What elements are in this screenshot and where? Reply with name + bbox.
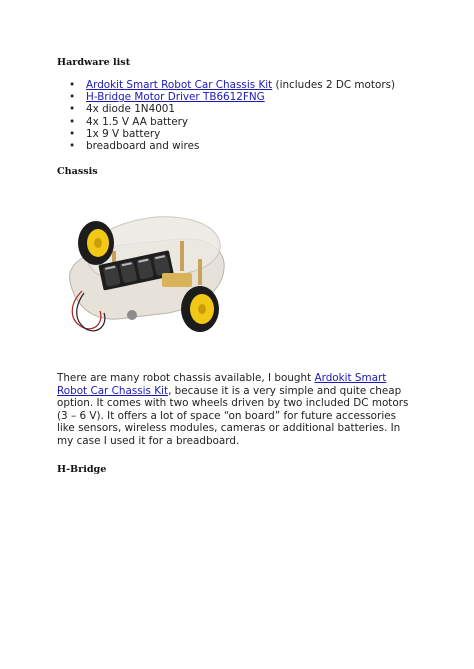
list-item-text: 1x 9 V battery: [86, 127, 161, 140]
robot-car-chassis-photo: [60, 203, 230, 343]
motor-driver-link[interactable]: H-Bridge Motor Driver TB6612FNG: [86, 91, 265, 104]
right-wheel: [181, 286, 219, 332]
hardware-list-heading: Hardware list: [57, 57, 131, 68]
bullet: •: [69, 79, 76, 91]
bullet: •: [69, 91, 76, 104]
list-item: [57, 128, 417, 140]
list-item-text: breadboard and wires: [86, 140, 200, 153]
chassis-paragraph: [57, 372, 415, 448]
left-wheel: [78, 221, 114, 265]
chassis-heading: Chassis: [57, 166, 98, 177]
list-item-text: 4x diode 1N4001: [86, 103, 176, 116]
bullet: •: [69, 127, 76, 140]
chassis-kit-inline-link[interactable]: Ardokit Smart Robot Car Chassis Kit: [57, 372, 387, 397]
list-item: [57, 103, 417, 115]
h-bridge-heading: H-Bridge: [57, 464, 107, 475]
list-item: [57, 140, 417, 152]
hardware-list: [57, 79, 417, 152]
bullet: •: [69, 115, 76, 128]
list-item-text: 4x 1.5 V AA battery: [86, 115, 189, 128]
paragraph-text-after: , because it is a very simple and quite cheap option. It comes with two wheels driven by two included DC motors (3 – 6 V). It offers a lot of space “on board” for future accessories like sensors, wireless modules, cameras or additional batteries. In my case I used it for a breadboard.: [57, 384, 409, 447]
list-item-text: (includes 2 DC motors): [272, 79, 396, 91]
list-item: [57, 116, 417, 128]
paragraph-text-before: There are many robot chassis available, I bought: [57, 372, 315, 384]
list-item: [57, 79, 417, 91]
bullet: •: [69, 140, 76, 153]
chassis-kit-link[interactable]: Ardokit Smart Robot Car Chassis Kit: [86, 79, 273, 91]
list-item: [57, 91, 417, 103]
bullet: •: [69, 103, 76, 116]
